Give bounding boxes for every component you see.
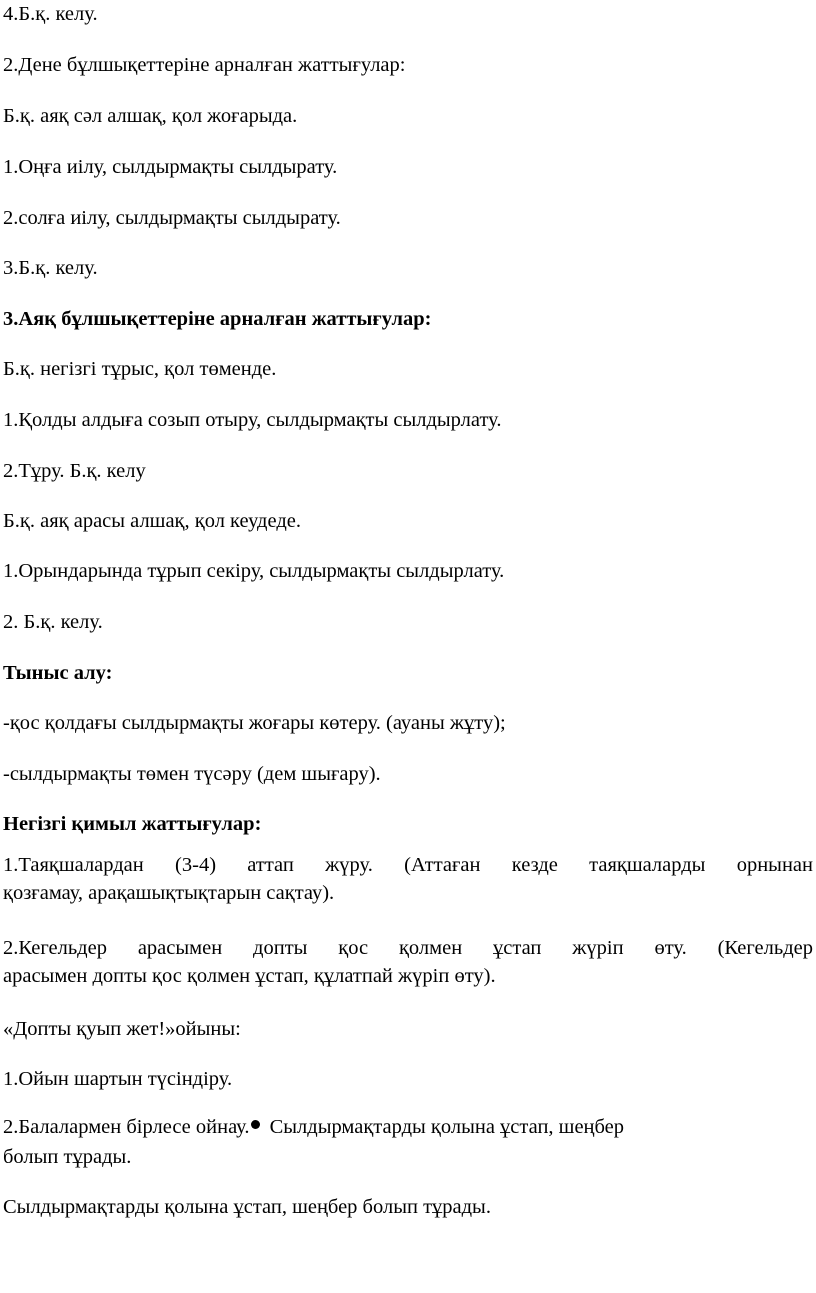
paragraph-line: 4.Б.қ. келу. [3, 3, 98, 25]
paragraph-line: 1.Ойын шартын түсіндіру. [3, 1068, 233, 1090]
paragraph-line: 3.Б.қ. келу. [3, 257, 98, 279]
paragraph-line: арасымен допты қос қолмен ұстап, құлатпай жүріп өту). [3, 965, 496, 987]
paragraph-line: Сылдырмақтарды қолына ұстап, шеңбер [264, 1116, 625, 1138]
paragraph-line: болып тұрады. [3, 1146, 132, 1168]
paragraph-line: -сылдырмақты төмен түсәру (дем шығару). [3, 763, 381, 785]
paragraph-line: Б.қ. негізгі тұрыс, қол төменде. [3, 358, 277, 380]
paragraph-line: 2.солға иілу, сылдырмақты сылдырату. [3, 207, 341, 229]
justified-paragraph [3, 851, 813, 907]
paragraph-line: 2.Балалармен бірлесе ойнау. [3, 1116, 250, 1138]
section-heading: 3.Аяқ бұлшықеттеріне арналған жаттығулар: [3, 308, 432, 330]
paragraph-line: 2.Кегельдер арасымен допты қос қолмен ұстап жүріп өту. (Кегельдер [3, 937, 813, 959]
bulleted-paragraph [3, 1113, 813, 1141]
paragraph-line: 2. Б.қ. келу. [3, 611, 103, 633]
paragraph-line: 2.Дене бұлшықеттеріне арналған жаттығулар: [3, 54, 406, 76]
section-heading: Тыныс алу: [3, 662, 113, 684]
paragraph-line: «Допты қуып жет!»ойыны: [3, 1018, 241, 1040]
paragraph-line: қозғамау, арақашықтықтарын сақтау). [3, 882, 335, 904]
paragraph-line: Б.қ. аяқ арасы алшақ, қол кеудеде. [3, 510, 301, 532]
paragraph-line: 2.Тұру. Б.қ. келу [3, 460, 146, 482]
paragraph-line: 1.Қолды алдыға созып отыру, сылдырмақты сылдырлату. [3, 409, 502, 431]
paragraph-line: Б.қ. аяқ сәл алшақ, қол жоғарыда. [3, 105, 298, 127]
bullet-icon [251, 1120, 260, 1129]
justified-paragraph [3, 934, 813, 990]
paragraph-line: -қос қолдағы сылдырмақты жоғары көтеру. (ауаны жұту); [3, 712, 506, 734]
paragraph-line: 1.Орындарында тұрып секіру, сылдырмақты сылдырлату. [3, 560, 505, 582]
section-heading: Негізгі қимыл жаттығулар: [3, 813, 262, 835]
paragraph-line: 1.Таяқшалардан (3-4) аттап жүру. (Аттаған кезде таяқшаларды орнынан [3, 854, 813, 876]
paragraph-line: 1.Оңға иілу, сылдырмақты сылдырату. [3, 156, 338, 178]
paragraph-line: Сылдырмақтарды қолына ұстап, шеңбер болып тұрады. [3, 1196, 491, 1218]
